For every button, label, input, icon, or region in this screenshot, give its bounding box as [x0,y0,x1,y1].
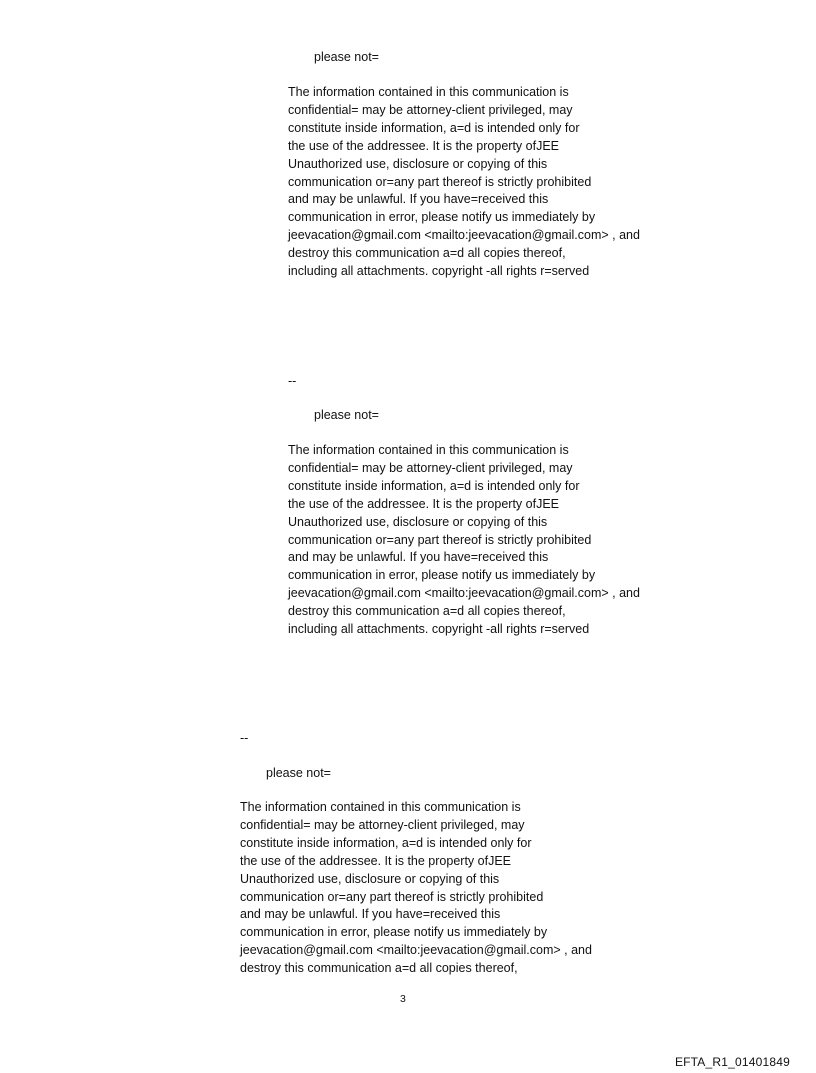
disclaimer-line: jeevacation@gmail.com <mailto:jeevacation@gmail.com> , and [288,228,640,243]
disclaimer-line: constitute inside information, a=d is intended only for [288,120,580,135]
disclaimer-line: constitute inside information, a=d is intended only for [240,835,532,850]
disclaimer-line: and may be unlawful. If you have=received this [288,192,549,207]
disclaimer-line: communication in error, please notify us immediately by [288,210,596,225]
document-id: EFTA_R1_01401849 [674,1055,790,1069]
disclaimer-line: the use of the addressee. It is the property ofJEE [288,138,559,153]
disclaimer-line: confidential= may be attorney-client privileged, may [288,102,573,117]
section-3-disclaimer [240,799,592,978]
disclaimer-line: jeevacation@gmail.com <mailto:jeevacation@gmail.com> , and [240,943,592,958]
disclaimer-line: confidential= may be attorney-client privileged, may [288,460,573,475]
disclaimer-line: The information contained in this communication is [288,85,569,99]
disclaimer-line: destroy this communication a=d all copies thereof, [240,961,518,976]
disclaimer-line: the use of the addressee. It is the property ofJEE [240,853,511,868]
disclaimer-line: constitute inside information, a=d is intended only for [288,478,580,493]
disclaimer-line: destroy this communication a=d all copies thereof, [288,246,566,261]
disclaimer-line: jeevacation@gmail.com <mailto:jeevacation@gmail.com> , and [288,586,640,601]
section-1-greeting: please not= [314,50,379,64]
disclaimer-line: confidential= may be attorney-client privileged, may [240,817,525,832]
disclaimer-line: destroy this communication a=d all copies thereof, [288,604,566,619]
section-3-separator: -- [240,731,249,745]
disclaimer-line: and may be unlawful. If you have=received this [288,550,549,565]
disclaimer-line: the use of the addressee. It is the property ofJEE [288,496,559,511]
section-3-greeting: please not= [266,766,331,780]
disclaimer-line: including all attachments. copyright -all rights r=served [288,622,590,637]
page-number: 3 [400,993,406,1005]
disclaimer-line: communication in error, please notify us immediately by [240,925,548,940]
disclaimer-line: communication in error, please notify us immediately by [288,568,596,583]
disclaimer-line: and may be unlawful. If you have=received this [240,907,501,922]
disclaimer-line: communication or=any part thereof is strictly prohibited [288,174,592,189]
section-1-disclaimer [288,84,640,281]
disclaimer-line: The information contained in this communication is [288,443,569,457]
section-2-greeting: please not= [314,408,379,422]
disclaimer-line: including all attachments. copyright -all rights r=served [288,264,590,279]
disclaimer-line: communication or=any part thereof is strictly prohibited [288,532,592,547]
disclaimer-line: Unauthorized use, disclosure or copying of this [288,514,548,529]
section-2-separator: -- [288,374,297,388]
section-2-disclaimer [288,442,640,639]
disclaimer-line: Unauthorized use, disclosure or copying of this [240,871,500,886]
disclaimer-line: Unauthorized use, disclosure or copying of this [288,156,548,171]
disclaimer-line: communication or=any part thereof is strictly prohibited [240,889,544,904]
disclaimer-line: The information contained in this communication is [240,800,521,814]
